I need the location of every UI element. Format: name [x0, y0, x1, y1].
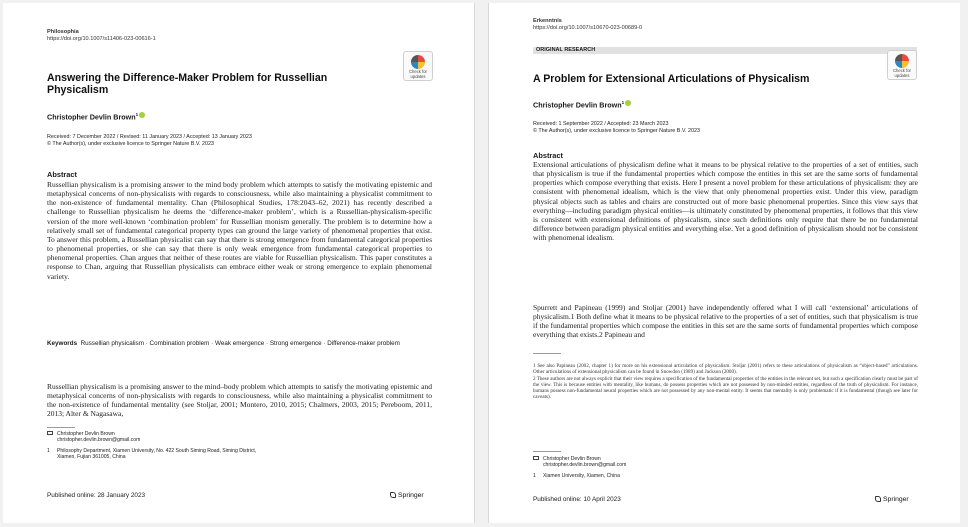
crossmark-label: Check for updates: [409, 69, 427, 79]
body-paragraph: Spurrett and Papineau (1999) and Stoljar (2001) have independently offered what I will call ‘extensional’ articulations of physicalism.1 Both define what it means to be physical relative to the properties of a set of entities, such that physicalism is true if the fundamental properties which compose the entities in this set are the same sorts of fundamental properties which compose everything that exists.2 Papineau and: [533, 303, 918, 340]
springer-horse-icon: [875, 496, 881, 502]
published-date: Published online: 10 April 2023: [533, 496, 621, 503]
author-name[interactable]: Christopher Devlin Brown: [533, 100, 622, 110]
copyright-line: © The Author(s), under exclusive licence to Springer Nature B.V. 2023: [533, 128, 700, 134]
paper-page-right: [488, 3, 960, 523]
affiliation-mark: 1: [533, 472, 536, 479]
paper-title: Answering the Difference-Maker Problem for Russellian Physicalism: [47, 72, 328, 97]
crossmark-icon: [895, 54, 909, 68]
published-date: Published online: 28 January 2023: [47, 492, 146, 499]
correspondence-block: [47, 431, 447, 460]
affiliation-line-2: Xiamen, Fujian 361005, China: [57, 453, 126, 460]
correspondence-block: [533, 456, 933, 479]
journal-header: [47, 29, 156, 43]
publisher-logo: [390, 492, 424, 500]
envelope-icon: [533, 456, 539, 460]
footnote-divider: [47, 427, 75, 428]
author-affiliation-mark: 1: [621, 100, 625, 105]
keywords-label: Keywords: [47, 340, 78, 347]
abstract-text: Russellian physicalism is a promising answer to the mind body problem which attempts to satisfy the motivating epistemic and metaphysical concerns of non-physicalists with regards to consciousness, while also maintaining a physicalist commitment to the non-existence of fundamental mentality. Chan (Philosophical Studies, 178:2043–62, 2021) has recently described a challenge to Russellian physicalism he deems the ‘difference-maker problem’, which is a Russellian-physicalism-specific version of the more well-known ‘combination problem’ for Russellian monism generally. The problem is to determine how a relatively small set of fundamental categorical property types can ground the large variety of phenomenal properties that exist. To answer this problem, a Russellian physicalist can say that there is strong emergence from fundamental categorical properties to phenomenal properties, or she can say that there is only weak emergence from fundamental categorical properties to phenomenal properties. Chan argues that neither of these routes are viable for Russellian physicalism. This paper constitutes a response to Chan, arguing that Russellian physicalists can embrace either weak or strong emergence to explain phenomenal variety.: [47, 180, 432, 281]
journal-name: Philosophia: [47, 29, 79, 35]
orcid-icon[interactable]: [139, 112, 145, 118]
crossmark-badge[interactable]: [887, 50, 917, 80]
publisher-logo: [875, 496, 909, 504]
footnote-divider: [533, 353, 561, 354]
contact-email[interactable]: christopher.devlin.brown@gmail.com: [543, 462, 627, 469]
article-history: [533, 121, 933, 135]
paper-title: A Problem for Extensional Articulations of Physicalism: [533, 73, 810, 85]
body-paragraph: Russellian physicalism is a promising answer to the mind–body problem which attempts to satisfy the motivating epistemic and metaphysical concerns of non-physicalists with regards to consciousness, while also maintaining a physicalist commitment to the non-existence of fundamental mentality (see Stoljar, 2001; Montero, 2010, 2015; Chalmers, 2003, 2015; Pereboom, 2011, 2013; Alter & Nagasawa,: [47, 382, 432, 419]
section-label: ORIGINAL RESEARCH: [533, 47, 917, 54]
article-history: [47, 134, 447, 148]
orcid-icon[interactable]: [625, 100, 631, 106]
history-dates: Received: 7 December 2022 / Revised: 11 January 2023 / Accepted: 13 January 2023: [47, 134, 252, 140]
crossmark-label: Check for updates: [893, 68, 911, 78]
journal-name: Erkenntnis: [533, 18, 562, 24]
author-affiliation-mark: 1: [135, 112, 139, 117]
abstract-heading: Abstract: [533, 151, 563, 160]
contact-name: Christopher Devlin Brown: [543, 456, 601, 462]
springer-horse-icon: [390, 492, 396, 498]
doi-link[interactable]: https://doi.org/10.1007/s11406-023-00616-1: [47, 36, 156, 42]
keywords: [47, 340, 432, 349]
crossmark-badge[interactable]: [403, 51, 433, 81]
journal-header: [533, 18, 642, 32]
author-line: [47, 110, 145, 121]
contact-name: Christopher Devlin Brown: [57, 431, 115, 437]
paper-page-left: [3, 3, 475, 523]
affiliation-line-1: Philosophy Department, Xiamen University, No. 422 South Siming Road, Siming District,: [57, 447, 257, 454]
crossmark-icon: [411, 55, 425, 69]
keywords-list: Russellian physicalism · Combination problem · Weak emergence · Strong emergence · Difference-maker problem: [80, 340, 400, 347]
contact-email[interactable]: christopher.devlin.brown@gmail.com: [57, 437, 141, 444]
author-line: [533, 98, 631, 109]
envelope-icon: [47, 431, 53, 435]
affiliation-mark: 1: [47, 447, 50, 454]
author-name[interactable]: Christopher Devlin Brown: [47, 112, 136, 122]
footnotes: [533, 363, 918, 402]
contact-divider: [533, 451, 561, 452]
abstract-heading: Abstract: [47, 170, 77, 179]
publisher-name: Springer: [883, 496, 909, 503]
footnote-2: 2 These authors are not always explicit that their view requires a specification of the fundamental properties of the entities in the relevant set, but such a specification clearly must be part of the view. This is because entities with mentality, like humans, do possess properties which are not possessed by non-minded entities, regardless of the truth of physicalism. For instance, humans possess non-fundamental neural properties which are not possessed by any non-mental entity. It seems that mentality is only problematic if it is fundamental (though see later for caveats).: [533, 376, 918, 401]
abstract-text: Extensional articulations of physicalism define what it means to be physical relative to the properties of a set of entities, such that physicalism is true if the fundamental properties which compose the entities in this set are the same sorts of fundamental properties which compose everything that exists. Here I present a novel problem for these articulations of physicalism: they are consistent with phenomenal idealism, which is the view that only phenomenal properties exist. Under this view, paradigm physical objects such as tables and chairs are constructed out of more basic phenomenal properties. Since this view says that everything—including paradigm physical entities—is ultimately constituted by phenomenal properties, it follows that this view is consistent with extensional definitions of physicalism, since such definitions only require that there be no fundamental difference between paradigm physical entities and everything else. Yet a good definition of physicalism should not be consistent with phenomenal idealism.: [533, 160, 918, 243]
doi-link[interactable]: https://doi.org/10.1007/s10670-023-00689-0: [533, 25, 643, 31]
history-dates: Received: 1 September 2022 / Accepted: 23 March 2023: [533, 121, 669, 127]
footnote-1: 1 See also Papineau (2002, chapter 1) for more on his extensional articulation of physicalism. Stoljar (2001) refers to these articulations of physicalism as “object-based” articulations. Other articulations of extensional physicalism can be found in Snowdon (1989) and Jackson (2000).: [533, 363, 918, 376]
copyright-line: © The Author(s), under exclusive licence to Springer Nature B.V. 2023: [47, 141, 214, 147]
publisher-name: Springer: [398, 492, 424, 499]
affiliation-line-1: Xiamen University, Xiamen, China: [543, 472, 620, 479]
